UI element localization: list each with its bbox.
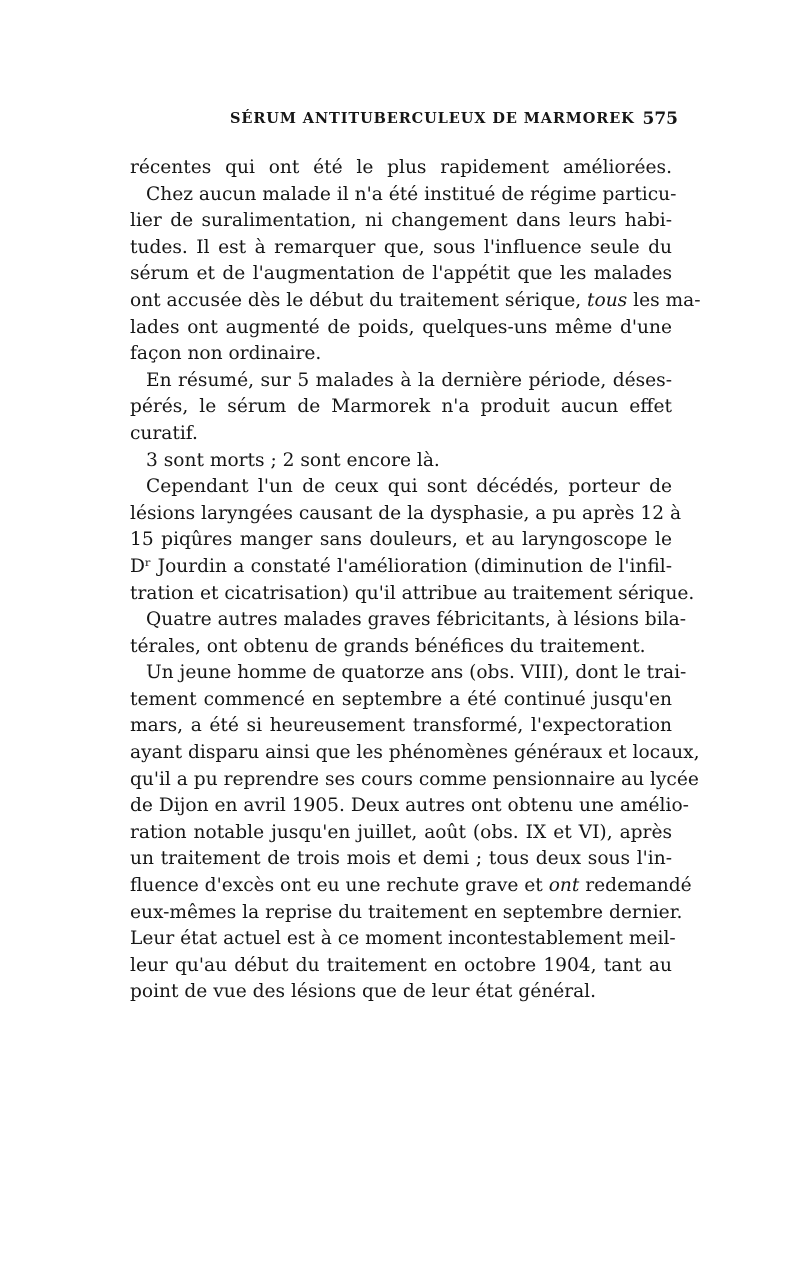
text-line: térales, ont obtenu de grands bénéfices du traitement.	[130, 635, 646, 657]
text-line: lier de suralimentation, ni changement dans leurs habi-	[130, 210, 672, 232]
text-line	[130, 288, 701, 315]
italic-word: tous	[587, 289, 628, 311]
line-segment: redemandé	[585, 875, 692, 897]
text-line: de Dijon en avril 1905. Deux autres ont obtenu une amélio-	[130, 795, 689, 817]
text-line: curatif.	[130, 422, 198, 444]
text-line: En résumé, sur 5 malades à la dernière période, déses-	[146, 369, 672, 391]
text-line: qu'il a pu reprendre ses cours comme pensionnaire au lycée	[130, 768, 699, 790]
text-line: un traitement de trois mois et demi ; tous deux sous l'in-	[130, 848, 672, 870]
text-line: lésions laryngées causant de la dysphasie, a pu après 12 à	[130, 502, 682, 524]
text-line: ration notable jusqu'en juillet, août (obs. IX et VI), après	[130, 821, 672, 843]
line-segment: ont accusée dès le début du traitement sérique,	[130, 289, 582, 311]
text-line: pérés, le sérum de Marmorek n'a produit aucun effet	[130, 396, 672, 418]
text-line: Quatre autres malades graves fébricitants, à lésions bila-	[146, 609, 686, 631]
text-line: leur qu'au début du traitement en octobre 1904, tant au	[130, 954, 672, 976]
italic-word: ont	[548, 875, 580, 897]
text-line: Cependant l'un de ceux qui sont décédés, porteur de	[146, 476, 672, 498]
text-line: récentes qui ont été le plus rapidement améliorées.	[130, 157, 672, 178]
text-line: sérum et de l'augmentation de l'appétit que les malades	[130, 263, 672, 285]
line-segment: fluence d'excès ont eu une rechute grave et	[130, 875, 543, 897]
text-line: Dʳ Jourdin a constaté l'amélioration (diminution de l'infil-	[130, 555, 672, 577]
text-line	[130, 873, 692, 900]
text-line: tration et cicatrisation) qu'il attribue au traitement sérique.	[130, 582, 695, 604]
text-line: ayant disparu ainsi que les phénomènes généraux et locaux,	[130, 742, 700, 764]
line-segment: les ma-	[633, 289, 701, 311]
text-line: lades ont augmenté de poids, quelques-uns même d'une	[130, 316, 672, 338]
text-line: point de vue des lésions que de leur état général.	[130, 981, 597, 1003]
text-line: Un jeune homme de quatorze ans (obs. VIII), dont le trai-	[146, 662, 687, 684]
text-line: façon non ordinaire.	[130, 343, 322, 365]
text-line: 15 piqûres manger sans douleurs, et au laryngoscope le	[130, 529, 672, 551]
text-line: tement commencé en septembre a été continué jusqu'en	[130, 688, 672, 710]
text-line: 3 sont morts ; 2 sont encore là.	[146, 449, 440, 471]
body-text	[130, 155, 701, 1006]
running-header	[130, 110, 678, 134]
text-line: Chez aucun malade il n'a été institué de régime particu-	[146, 183, 677, 205]
running-title: SÉRUM ANTITUBERCULEUX DE MARMOREK	[230, 110, 635, 127]
text-line: mars, a été si heureusement transformé, l'expectoration	[130, 715, 672, 737]
text-line: tudes. Il est à remarquer que, sous l'influence seule du	[130, 236, 672, 258]
page-number: 575	[642, 109, 678, 129]
text-line: Leur état actuel est à ce moment incontestablement meil-	[130, 928, 676, 950]
text-line: eux-mêmes la reprise du traitement en septembre dernier.	[130, 901, 683, 923]
